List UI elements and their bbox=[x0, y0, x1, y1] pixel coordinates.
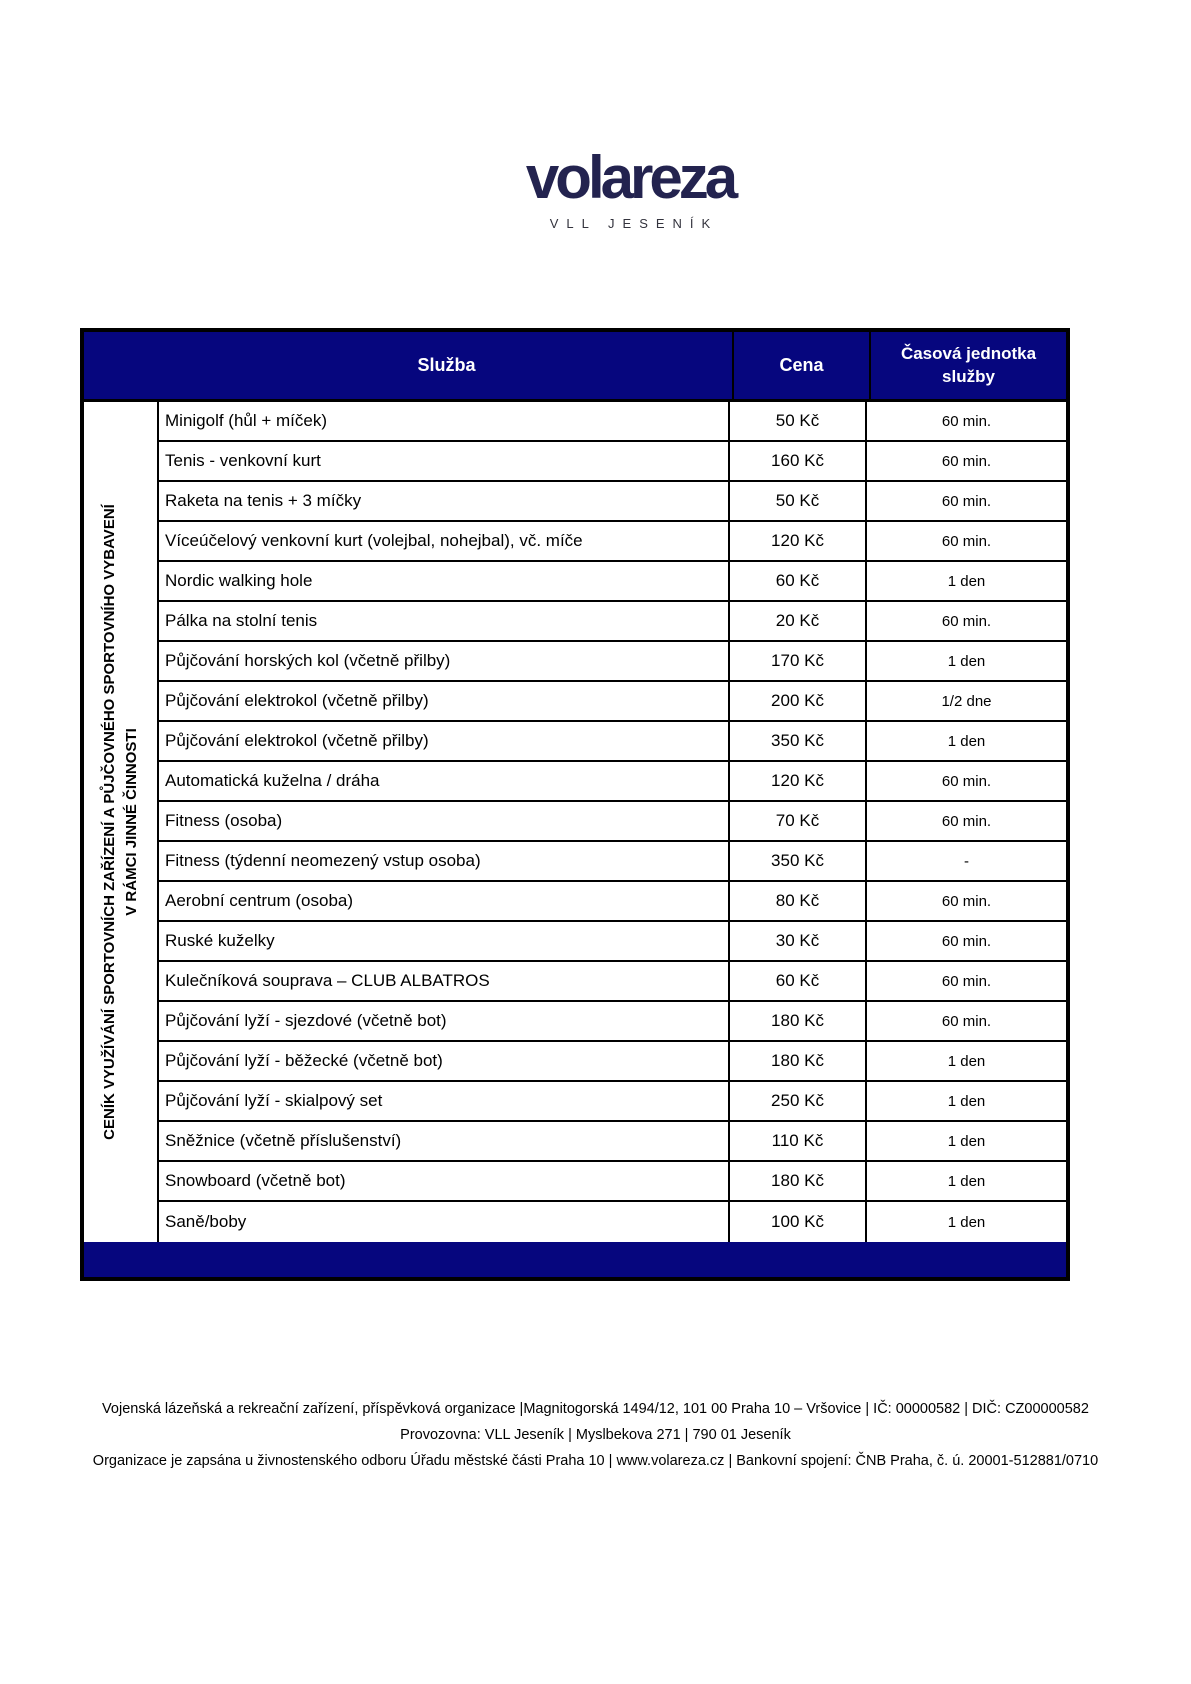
row-service: Automatická kuželna / dráha bbox=[159, 762, 730, 800]
price-table bbox=[80, 328, 1070, 1281]
row-unit: 60 min. bbox=[941, 972, 992, 990]
row-unit: 1 den bbox=[947, 732, 986, 750]
row-price: 180 Kč bbox=[730, 1002, 867, 1040]
table-row bbox=[159, 402, 1066, 442]
table-header-row bbox=[84, 332, 1066, 402]
row-unit: 1 den bbox=[947, 1172, 986, 1190]
logo-subtitle: VLL JESENÍK bbox=[549, 216, 719, 231]
row-unit: 60 min. bbox=[941, 412, 992, 430]
table-row bbox=[159, 602, 1066, 642]
row-service: Aerobní centrum (osoba) bbox=[159, 882, 730, 920]
row-price: 60 Kč bbox=[730, 562, 867, 600]
row-service: Snowboard (včetně bot) bbox=[159, 1162, 730, 1200]
footer-line-1: Vojenská lázeňská a rekreační zařízení, příspěvková organizace |Magnitogorská 1494/12, 101 00 Praha 10 – Vršovice | IČ: 00000582 | DIČ: CZ00000582 bbox=[102, 1401, 1089, 1417]
row-service: Nordic walking hole bbox=[159, 562, 730, 600]
row-service: Půjčování lyží - sjezdové (včetně bot) bbox=[159, 1002, 730, 1040]
row-price: 120 Kč bbox=[730, 762, 867, 800]
header-cell-time-unit: Časová jednotka služby bbox=[900, 343, 1037, 386]
row-price: 350 Kč bbox=[730, 722, 867, 760]
row-service: Fitness (osoba) bbox=[159, 802, 730, 840]
footer bbox=[0, 1396, 1191, 1474]
row-service: Víceúčelový venkovní kurt (volejbal, nohejbal), vč. míče bbox=[159, 522, 730, 560]
table-row bbox=[159, 922, 1066, 962]
row-price: 20 Kč bbox=[730, 602, 867, 640]
volareza-wordmark: volareza bbox=[525, 144, 735, 211]
row-price: 30 Kč bbox=[730, 922, 867, 960]
row-unit: 60 min. bbox=[941, 932, 992, 950]
row-service: Minigolf (hůl + míček) bbox=[159, 402, 730, 440]
row-price: 180 Kč bbox=[730, 1162, 867, 1200]
row-unit: 60 min. bbox=[941, 772, 992, 790]
row-service: Sněžnice (včetně příslušenství) bbox=[159, 1122, 730, 1160]
row-unit: 1 den bbox=[947, 572, 986, 590]
row-price: 180 Kč bbox=[730, 1042, 867, 1080]
table-row bbox=[159, 562, 1066, 602]
side-label-line2: V RÁMCI JINNÉ ČINNOSTI bbox=[122, 728, 140, 916]
volareza-logo bbox=[525, 144, 735, 231]
table-body bbox=[84, 402, 1066, 1242]
row-unit: 1 den bbox=[947, 1213, 986, 1231]
row-service: Půjčování lyží - skialpový set bbox=[159, 1082, 730, 1120]
row-unit: 60 min. bbox=[941, 452, 992, 470]
table-row bbox=[159, 1162, 1066, 1202]
row-unit: 60 min. bbox=[941, 812, 992, 830]
table-row bbox=[159, 802, 1066, 842]
row-unit: 60 min. bbox=[941, 612, 992, 630]
header-cell-service: Služba bbox=[161, 332, 734, 399]
row-price: 50 Kč bbox=[730, 482, 867, 520]
table-row bbox=[159, 842, 1066, 882]
row-service: Ruské kuželky bbox=[159, 922, 730, 960]
category-side-cell bbox=[84, 402, 159, 1242]
table-row bbox=[159, 1202, 1066, 1242]
row-service: Raketa na tenis + 3 míčky bbox=[159, 482, 730, 520]
row-price: 350 Kč bbox=[730, 842, 867, 880]
row-unit: 1/2 dne bbox=[941, 692, 992, 710]
table-row bbox=[159, 682, 1066, 722]
row-service: Půjčování elektrokol (včetně přilby) bbox=[159, 682, 730, 720]
row-unit: 60 min. bbox=[941, 532, 992, 550]
row-unit: 1 den bbox=[947, 652, 986, 670]
row-unit: 60 min. bbox=[941, 892, 992, 910]
row-unit: - bbox=[964, 852, 969, 870]
table-rows bbox=[159, 402, 1066, 1242]
table-row bbox=[159, 962, 1066, 1002]
table-row bbox=[159, 722, 1066, 762]
table-row bbox=[159, 1122, 1066, 1162]
row-price: 250 Kč bbox=[730, 1082, 867, 1120]
table-row bbox=[159, 482, 1066, 522]
row-service: Saně/boby bbox=[159, 1202, 730, 1242]
footer-line-2: Provozovna: VLL Jeseník | Myslbekova 271 | 790 01 Jeseník bbox=[400, 1427, 791, 1443]
table-row bbox=[159, 522, 1066, 562]
row-price: 80 Kč bbox=[730, 882, 867, 920]
row-price: 100 Kč bbox=[730, 1202, 867, 1242]
row-unit: 60 min. bbox=[941, 492, 992, 510]
row-service: Půjčování lyží - běžecké (včetně bot) bbox=[159, 1042, 730, 1080]
row-price: 110 Kč bbox=[730, 1122, 867, 1160]
row-price: 70 Kč bbox=[730, 802, 867, 840]
row-price: 200 Kč bbox=[730, 682, 867, 720]
row-unit: 60 min. bbox=[941, 1012, 992, 1030]
row-price: 170 Kč bbox=[730, 642, 867, 680]
row-unit: 1 den bbox=[947, 1052, 986, 1070]
row-service: Kulečníková souprava – CLUB ALBATROS bbox=[159, 962, 730, 1000]
category-side-label bbox=[99, 504, 143, 1140]
row-price: 160 Kč bbox=[730, 442, 867, 480]
row-price: 120 Kč bbox=[730, 522, 867, 560]
table-row bbox=[159, 882, 1066, 922]
header-cell-price: Cena bbox=[734, 332, 871, 399]
table-row bbox=[159, 762, 1066, 802]
row-price: 60 Kč bbox=[730, 962, 867, 1000]
header-cell-empty bbox=[84, 332, 161, 399]
table-row bbox=[159, 1002, 1066, 1042]
table-row bbox=[159, 642, 1066, 682]
row-service: Fitness (týdenní neomezený vstup osoba) bbox=[159, 842, 730, 880]
row-unit: 1 den bbox=[947, 1092, 986, 1110]
row-service: Půjčování elektrokol (včetně přilby) bbox=[159, 722, 730, 760]
table-row bbox=[159, 1042, 1066, 1082]
row-service: Tenis - venkovní kurt bbox=[159, 442, 730, 480]
side-label-line1: CENÍK VYUŽÍVÁNÍ SPORTOVNÍCH ZAŘÍZENÍ A PŮJČOVNÉHO SPORTOVNÍHO VYBAVENÍ bbox=[100, 504, 118, 1140]
row-price: 50 Kč bbox=[730, 402, 867, 440]
table-bottom-bar bbox=[84, 1242, 1066, 1277]
row-service: Pálka na stolní tenis bbox=[159, 602, 730, 640]
row-service: Půjčování horských kol (včetně přilby) bbox=[159, 642, 730, 680]
footer-line-3: Organizace je zapsána u živnostenského odboru Úřadu městské části Praha 10 | www.volareza.cz | Bankovní spojení: ČNB Praha, č. ú. 20001-512881/0710 bbox=[92, 1453, 1099, 1469]
table-row bbox=[159, 442, 1066, 482]
table-row bbox=[159, 1082, 1066, 1122]
row-unit: 1 den bbox=[947, 1132, 986, 1150]
